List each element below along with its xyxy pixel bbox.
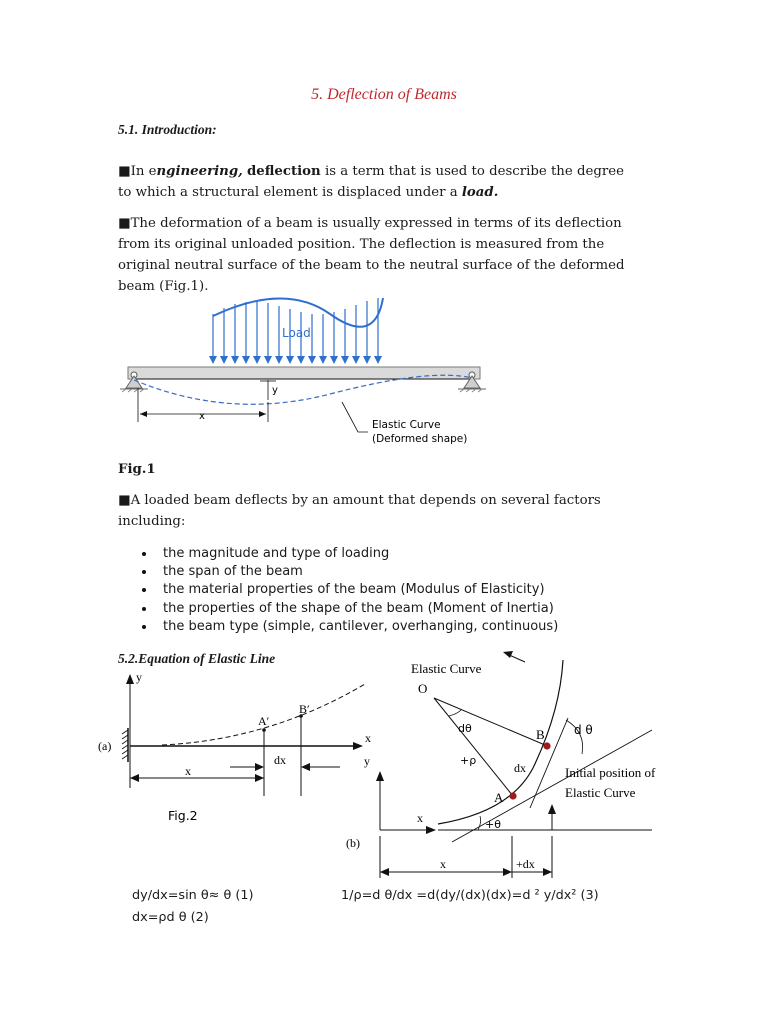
theta-label: +θ bbox=[485, 818, 501, 831]
deformed-shape-label: (Deformed shape) bbox=[372, 433, 468, 445]
point-b bbox=[543, 742, 550, 749]
equation-1: dy/dx=sin θ≈ θ (1) bbox=[132, 888, 254, 903]
text: is a term that is used to describe the degree to which a structural element is displaced under a bbox=[118, 164, 624, 200]
point-a-prime bbox=[262, 728, 266, 732]
load-arrowheads bbox=[209, 356, 382, 364]
term-engineering: ngineering, bbox=[156, 164, 243, 179]
d-theta-label: d θ bbox=[574, 723, 593, 737]
figure-2-caption: Fig.2 bbox=[168, 808, 198, 823]
label-b-prime: B′ bbox=[299, 702, 310, 716]
figure-2b-curvature bbox=[340, 650, 670, 880]
text: In e bbox=[130, 164, 157, 179]
label-a-prime: A′ bbox=[258, 714, 270, 728]
list-item: the material properties of the beam (Modulus of Elasticity) bbox=[132, 581, 558, 599]
factors-list bbox=[132, 545, 558, 636]
point-a bbox=[509, 792, 516, 799]
elastic-curve-dashed bbox=[134, 375, 472, 404]
x-dimension-label: x bbox=[440, 857, 446, 871]
equation-2: dx=ρd θ (2) bbox=[132, 910, 209, 925]
leader-line bbox=[342, 402, 368, 432]
initial-position-line1: Initial position of bbox=[565, 765, 656, 780]
plus-dx-label: +dx bbox=[516, 857, 535, 871]
list-item: the properties of the shape of the beam (Moment of Inertia) bbox=[132, 600, 558, 618]
center-label-o: O bbox=[418, 681, 428, 696]
dx-label: dx bbox=[514, 761, 526, 775]
label-b: (b) bbox=[346, 836, 360, 850]
point-a-label: A bbox=[494, 790, 504, 805]
dtheta-label: dθ bbox=[458, 722, 472, 735]
x-label: x bbox=[199, 411, 205, 422]
paragraph-deformation: ■The deformation of a beam is usually expressed in terms of its deflection from its original unloaded position. The deflection is measured from the original neutral surface of the beam to the neutral surface of the deformed beam (Fig.1). bbox=[118, 216, 625, 294]
equation-3: 1/ρ=d θ/dx =d(dy/(dx)(dx)=d ² y/dx² (3) bbox=[341, 888, 599, 903]
rho-label: +ρ bbox=[460, 754, 477, 767]
y-axis-label: y bbox=[364, 754, 370, 768]
y-label: y bbox=[272, 385, 278, 396]
load-label: Load bbox=[282, 326, 311, 340]
radius-to-b bbox=[434, 698, 545, 745]
load-curve bbox=[213, 298, 383, 327]
dx-label: dx bbox=[274, 753, 286, 767]
arrow-head bbox=[503, 651, 513, 658]
paragraph-factors-intro: ■A loaded beam deflects by an amount that depends on several factors including: bbox=[118, 493, 601, 529]
page-title: 5. Deflection of Beams bbox=[311, 86, 457, 103]
paragraph-definition bbox=[118, 161, 638, 203]
list-item: the magnitude and type of loading bbox=[132, 545, 558, 563]
section-heading-elastic-line: 5.2.Equation of Elastic Line bbox=[118, 651, 276, 666]
x-axis-label: x bbox=[365, 731, 371, 745]
label-a: (a) bbox=[98, 739, 112, 753]
radius-to-a bbox=[434, 698, 513, 796]
figure-1-caption: Fig.1 bbox=[118, 462, 156, 477]
x-dimension-label: x bbox=[185, 764, 191, 778]
point-b-label: B bbox=[536, 727, 545, 742]
elastic-curve-label: Elastic Curve bbox=[411, 661, 482, 676]
list-item: the beam type (simple, cantilever, overhanging, continuous) bbox=[132, 618, 558, 636]
initial-position-line2: Elastic Curve bbox=[565, 785, 636, 800]
fixed-support-hatching bbox=[122, 730, 128, 759]
y-axis-label: y bbox=[136, 670, 142, 684]
beam bbox=[128, 367, 480, 379]
elastic-curve-label: Elastic Curve bbox=[372, 419, 441, 431]
figure-1-beam-diagram bbox=[110, 292, 510, 452]
list-item: the span of the beam bbox=[132, 563, 558, 581]
bullet-square: ■ bbox=[118, 164, 131, 179]
term-deflection: deflection bbox=[247, 164, 321, 179]
x-axis-label: x bbox=[417, 811, 423, 825]
term-load: load. bbox=[461, 185, 499, 200]
section-heading-introduction: 5.1. Introduction: bbox=[118, 122, 217, 137]
